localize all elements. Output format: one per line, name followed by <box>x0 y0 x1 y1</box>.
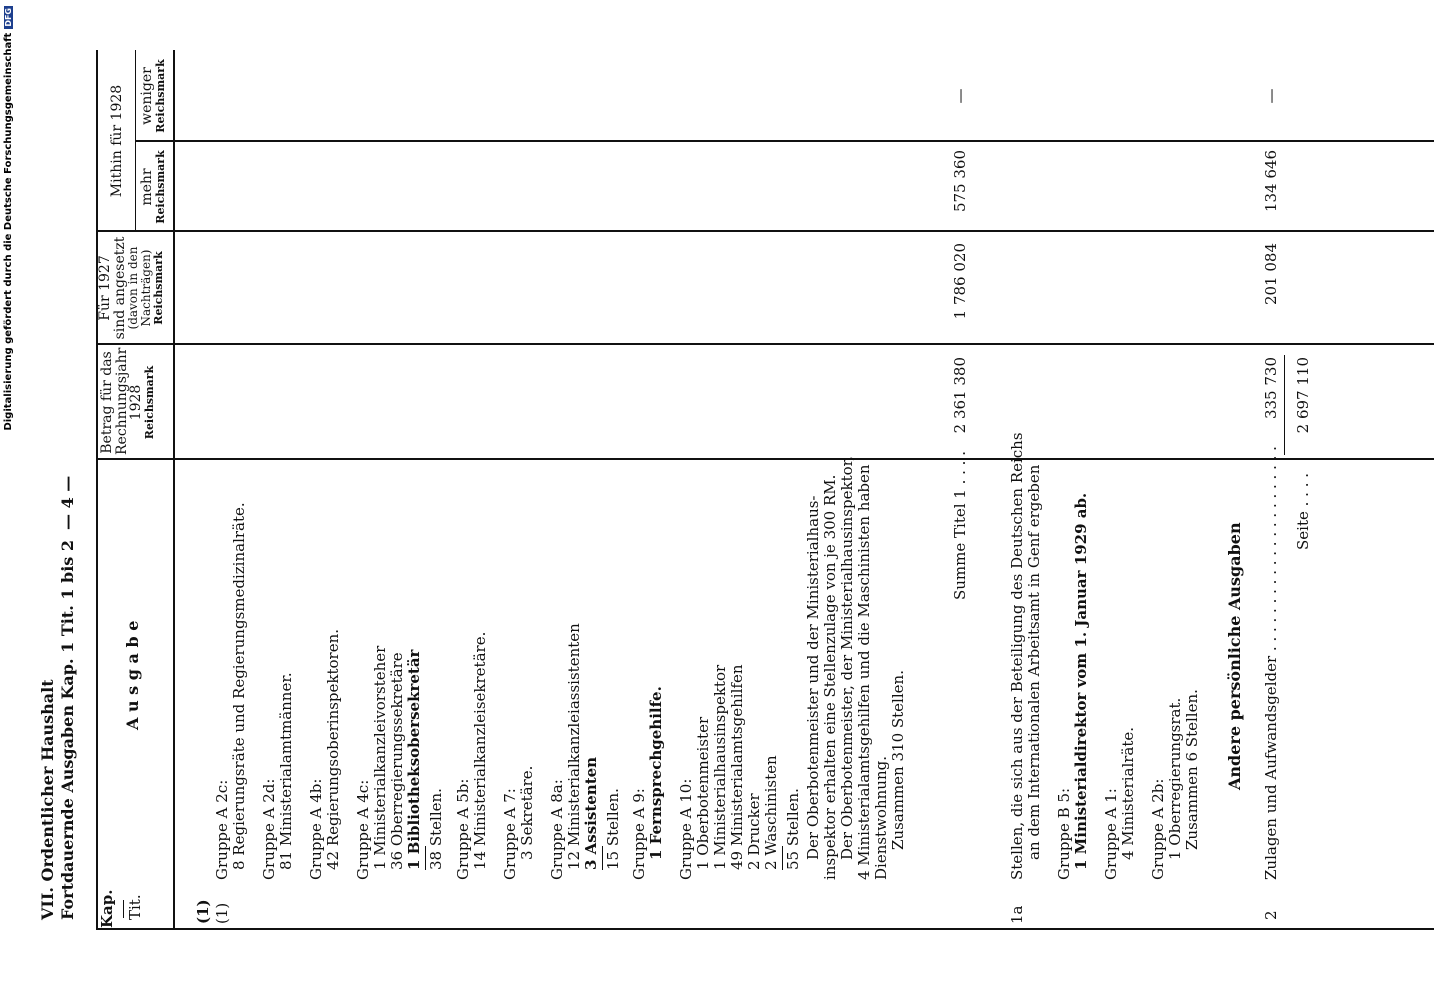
line-oberbotenmeister: 1 Oberbotenmeister <box>694 716 712 870</box>
col-mehr-label: mehr <box>139 168 155 206</box>
line-regierungsraete: 8 Regierungsräte und Regierungsmedizinalräte. <box>230 502 248 870</box>
col-mehr <box>140 144 166 230</box>
line-note-5: Dienstwohnung. <box>872 756 890 880</box>
heading-andere-persoenliche-ausgaben: Andere persönliche Ausgaben <box>1225 522 1244 790</box>
col-weniger <box>140 52 166 140</box>
line-note-4: 4 Ministerialamtsgehilfen und die Maschinisten haben <box>855 464 873 880</box>
col-fuer1927-unit: Reichsmark <box>151 251 165 325</box>
rule-a4c-sum <box>425 846 426 870</box>
line-zulagen: Zulagen und Aufwandsgelder . . . . . . . . . . . . . . . . . . . . . . <box>1262 446 1280 880</box>
seite-1928-value: 2 697 110 <box>1294 357 1312 434</box>
t2-mehr-value: 134 646 <box>1262 150 1280 213</box>
line-ministerialraete: 4 Ministerialräte. <box>1119 726 1137 860</box>
line-oberregierungssekretaere: 36 Oberregierungssekretäre <box>388 652 406 870</box>
tit-number: (1) <box>213 902 231 924</box>
col-fuer1927-line1: Für 1927 <box>97 255 113 321</box>
seite-rule <box>1284 355 1285 455</box>
line-gruppe-a2c: Gruppe A 2c: <box>213 779 231 880</box>
line-gruppe-b5: Gruppe B 5: <box>1055 787 1073 880</box>
col-mehr-unit: Reichsmark <box>153 150 167 224</box>
line-15-stellen: 15 Stellen. <box>604 788 622 870</box>
summe-titel-1: Summe Titel 1 . . . . <box>951 451 969 600</box>
line-zusammen-310: Zusammen 310 Stellen. <box>889 670 907 850</box>
col-betrag-line3: 1928 <box>128 384 145 421</box>
line-note-3: Der Oberbotenmeister, der Ministerialhausinspektor, <box>838 456 856 860</box>
sum1-mehr-value: 575 360 <box>951 150 969 213</box>
col-ausgabe: A u s g a b e <box>123 620 142 730</box>
col-betrag-line1: Betrag für das <box>99 351 115 454</box>
mithin-rule <box>135 50 136 232</box>
col-kap: Kap. <box>98 889 116 928</box>
line-amtmaenner: 81 Ministerialamtmänner. <box>277 672 295 870</box>
line-maschinisten: 2 Waschinisten <box>762 755 780 870</box>
line-oberregierungsrat: 1 Oberregierungsrat. <box>1166 697 1184 860</box>
line-note-1: Der Oberbotenmeister und der Ministerialhaus- <box>804 495 822 860</box>
sum1-weniger-value: — <box>951 88 969 104</box>
rule-a10-sum <box>782 846 783 870</box>
line-note-2: inspektor erhalten eine Stellenzulage von je 300 RM. <box>821 474 839 880</box>
line-gruppe-a8a: Gruppe A 8a: <box>548 779 566 880</box>
line-hausinspektor: 1 Ministerialhausinspektor <box>711 664 729 870</box>
line-gruppe-a9: Gruppe A 9: <box>630 788 648 880</box>
line-internationales-2: an dem Internationalen Arbeitsamt in Genf ergeben <box>1025 464 1043 860</box>
section-title: VII. Ordentlicher Haushalt <box>38 679 57 920</box>
line-bibliotheksobersekretaer: 1 Bibliotheksobersekretär <box>405 649 423 870</box>
kap-tit-divider <box>123 900 124 918</box>
kap-column-rule <box>96 928 1434 930</box>
line-internationales-1: Stellen, die sich aus der Beteiligung des Deutschen Reichs <box>1008 432 1026 880</box>
col-betrag-unit: Reichsmark <box>143 365 157 440</box>
t2-1928-value: 335 730 <box>1262 357 1280 420</box>
page-number: — 4 — <box>58 475 77 530</box>
line-gruppe-a5b: Gruppe A 5b: <box>454 778 472 880</box>
line-gruppe-a7: Gruppe A 7: <box>501 788 519 880</box>
line-gruppe-a4b: Gruppe A 4b: <box>307 778 325 880</box>
line-sekretaere: 3 Sekretäre. <box>518 765 536 860</box>
line-kanzleiassistenten: 12 Ministerialkanzleiassistenten <box>565 623 583 870</box>
footer-credit <box>1 0 15 1000</box>
col-betrag <box>99 347 157 455</box>
line-zusammen-6: Zusammen 6 Stellen. <box>1183 689 1201 850</box>
tit-2: 2 <box>1262 910 1280 920</box>
col-betrag-line2: Rechnungsjahr <box>113 347 130 455</box>
tit-1a: 1a <box>1008 905 1026 924</box>
line-kanzleisekretaere: 14 Ministerialkanzleisekretäre. <box>471 631 489 870</box>
betrag-column-rule <box>96 343 1434 345</box>
line-gruppe-a10: Gruppe A 10: <box>677 778 695 880</box>
seite-label: Seite . . . . <box>1294 473 1312 550</box>
mehr-column-rule <box>135 140 1434 142</box>
top-rule <box>96 50 98 930</box>
ausgabe-column-rule <box>96 458 1434 460</box>
line-ministerialdirektor: 1 Ministerialdirektor vom 1. Januar 1929 ab. <box>1072 492 1090 870</box>
line-kanzleivorsteher: 1 Ministerialkanzleivorsteher <box>371 645 389 870</box>
header-rule <box>173 50 175 930</box>
fuer1927-column-rule <box>96 230 1434 232</box>
line-gruppe-a4c: Gruppe A 4c: <box>354 779 372 880</box>
line-amtsgehilfen: 49 Ministerialamtsgehilfen <box>728 664 746 870</box>
rule-a8a-sum <box>602 846 603 870</box>
footer-text: Digitalisierung gefördert durch die Deutsche Forschungsgemeinschaft <box>2 32 14 431</box>
col-weniger-label: weniger <box>139 67 155 125</box>
kap-number: (1) <box>194 899 212 924</box>
col-fuer1927-line4: Nachträgen) <box>138 249 153 327</box>
line-drucker: 2 Drucker <box>745 793 763 870</box>
subtitle: Fortdauernde Ausgaben Kap. 1 Tit. 1 bis 2 <box>58 539 77 920</box>
line-oberinspektoren: 42 Regierungsoberinspektoren. <box>324 628 342 870</box>
line-55-stellen: 55 Stellen. <box>784 788 802 870</box>
t2-weniger-value: — <box>1262 88 1280 104</box>
col-weniger-unit: Reichsmark <box>153 59 167 133</box>
t2-1927-value: 201 084 <box>1262 243 1280 306</box>
line-38-stellen: 38 Stellen. <box>427 788 445 870</box>
line-assistenten: 3 Assistenten <box>582 756 600 870</box>
line-gruppe-a2d: Gruppe A 2d: <box>260 778 278 880</box>
col-tit: Tit. <box>126 894 144 920</box>
line-gruppe-a2b: Gruppe A 2b: <box>1149 778 1167 880</box>
col-fuer1927-line2: sind angesetzt <box>111 236 128 340</box>
col-fuer1927 <box>98 236 164 340</box>
line-fernsprechgehilfe: 1 Fernsprechgehilfe. <box>647 686 665 860</box>
col-fuer1927-line3: (davon in den <box>126 246 141 330</box>
line-gruppe-a1: Gruppe A 1: <box>1102 788 1120 880</box>
sum1-1927-value: 1 786 020 <box>951 243 969 320</box>
col-mithin: Mithin für 1928 <box>109 84 125 198</box>
sum1-1928-value: 2 361 380 <box>951 357 969 434</box>
dfg-logo: DFG <box>3 8 13 27</box>
